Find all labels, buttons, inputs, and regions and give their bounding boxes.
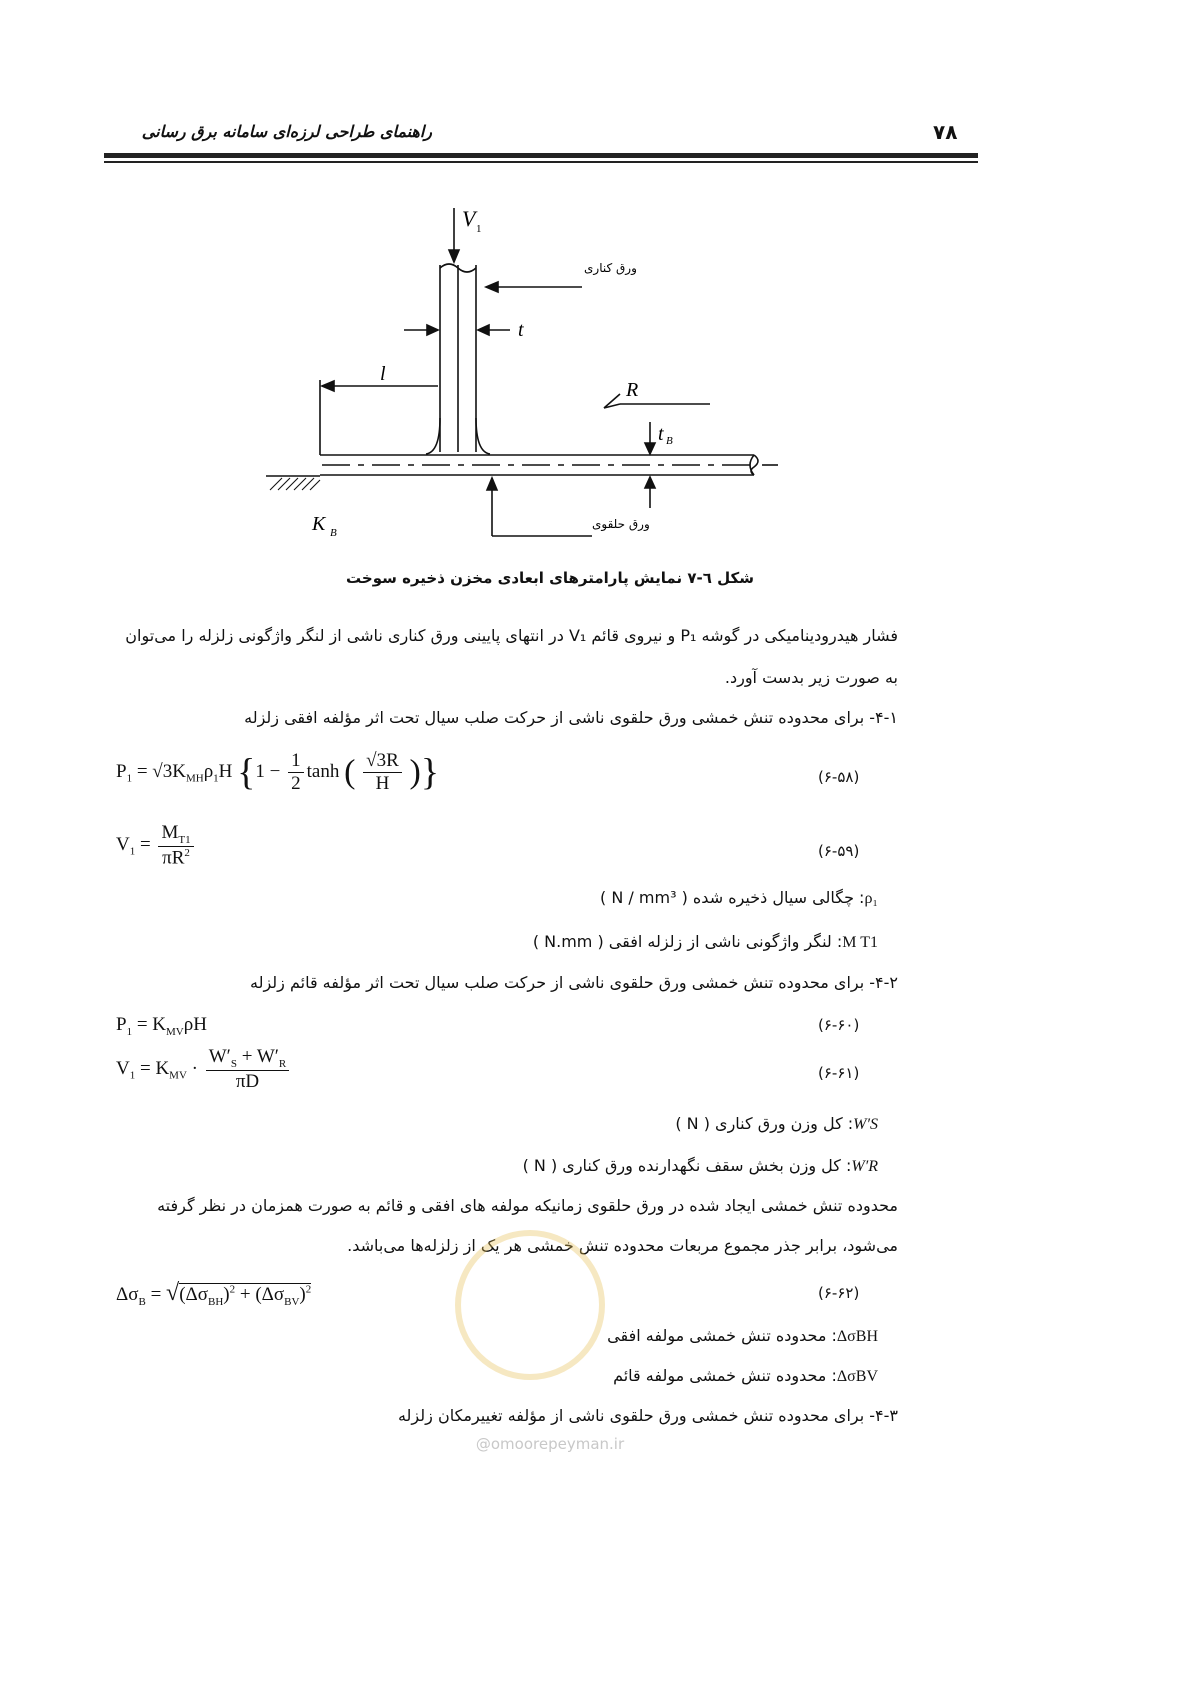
label-r: R — [626, 379, 639, 401]
definition-rho — [600, 888, 878, 908]
label-tb: t — [658, 423, 664, 445]
equation-60: $P_1 = K_{MV}\rho H$ — [116, 1014, 207, 1038]
equation-62: $\Delta\sigma_B = √(\Delta\sigma_{BH})^2 + (\Delta\sigma_{BV})^2$ — [116, 1280, 312, 1308]
figure-caption: شکل ٦-۷ نمایش پارامترهای ابعادی مخزن ذخیره سوخت — [346, 569, 754, 587]
definition-text: : چگالی سیال ذخیره شده ( N / mm³ ) — [600, 888, 865, 907]
definition-wr — [523, 1156, 878, 1176]
equation-58: $P_1 = √3K_{MH}\rho_1H$ {1 − $\frac{1}{2}$ tanh ( $\frac{√3R}{H}$ )} — [116, 750, 440, 794]
label-side-plate: ورق کناری — [584, 261, 637, 275]
label-l: l — [380, 363, 386, 385]
header-rule-thin — [104, 161, 978, 163]
equation-number: (۶-۶۲) — [818, 1284, 860, 1302]
paragraph-line: به صورت زیر بدست آورد. — [724, 668, 898, 687]
symbol: ΔσBV — [836, 1368, 878, 1385]
section-heading: ۴-۳- برای محدوده تنش خمشی ورق حلقوی ناشی از مؤلفه تغییرمکان زلزله — [397, 1406, 898, 1425]
definition-text: : کل وزن بخش سقف نگهدارنده ورق کناری ( N ) — [522, 1156, 852, 1175]
paragraph-line: محدوده تنش خمشی ایجاد شده در ورق حلقوی زمانیکه مولفه های افقی و قائم به صورت همزمان در نظر گرفته — [157, 1196, 898, 1215]
definition-text: : محدوده تنش خمشی مولفه قائم — [613, 1366, 837, 1385]
running-header-title: راهنمای طراحی لرزه‌ای سامانه برق رسانی — [141, 122, 432, 141]
equation-61: $V_1 = K_{MV}$ · $\frac{W'_S + W'_R}{\pi D}$ — [116, 1046, 292, 1093]
section-heading: ۴-۱- برای محدوده تنش خمشی ورق حلقوی ناشی از حرکت صلب سیال تحت اثر مؤلفه افقی زلزله — [244, 708, 898, 727]
label-tb-sub: B — [666, 435, 673, 447]
equation-number: (۶-۵۸) — [818, 768, 860, 786]
definition-bv — [613, 1366, 878, 1386]
paragraph-line: می‌شود، برابر جذر مجموع مربعات محدوده تنش خمشی هر یک از زلزله‌ها می‌باشد. — [347, 1236, 898, 1255]
definition-bh — [607, 1326, 878, 1346]
symbol: W′S — [853, 1116, 878, 1133]
label-v1: V — [462, 206, 476, 231]
definition-mt — [533, 932, 878, 952]
label-v1-sub: 1 — [476, 223, 482, 235]
section-heading: ۴-۲- برای محدوده تنش خمشی ورق حلقوی ناشی از حرکت صلب سیال تحت اثر مؤلفه قائم زلزله — [250, 973, 898, 992]
definition-text: : کل وزن ورق کناری ( N ) — [675, 1114, 854, 1133]
symbol: W′R — [851, 1158, 878, 1175]
equation-number: (۶-۶۱) — [818, 1064, 860, 1082]
symbol: ρ₁ — [864, 890, 878, 907]
definition-text: : محدوده تنش خمشی مولفه افقی — [607, 1326, 837, 1345]
paragraph-line: فشار هیدرودینامیکی در گوشه P₁ و نیروی قائم V₁ در انتهای پایینی ورق کناری ناشی از لنگر واژگونی زلزله را می‌توان — [125, 626, 898, 645]
equation-number: (۶-۵۹) — [818, 842, 860, 860]
symbol: ΔσBH — [836, 1328, 878, 1345]
equation-number: (۶-۶۰) — [818, 1016, 860, 1034]
label-kb-sub: B — [330, 527, 337, 539]
page-number: ۷۸ — [933, 120, 958, 144]
symbol: M T1 — [842, 934, 878, 951]
definition-ws — [675, 1114, 878, 1134]
label-t: t — [518, 319, 524, 341]
watermark-seal — [455, 1230, 605, 1380]
definition-text: : لنگر واژگونی ناشی از زلزله افقی ( N.mm ) — [532, 932, 843, 951]
label-ring-plate: ورق حلقوی — [592, 517, 650, 531]
watermark-site: @omoorepeyman.ir — [475, 1435, 625, 1453]
label-kb: K — [312, 513, 326, 535]
tank-dimension-diagram — [262, 200, 782, 550]
header-rule-thick — [104, 153, 978, 158]
equation-59: $V_1$ = $\frac{M_{T1}}{\pi R^2}$ — [116, 822, 197, 869]
